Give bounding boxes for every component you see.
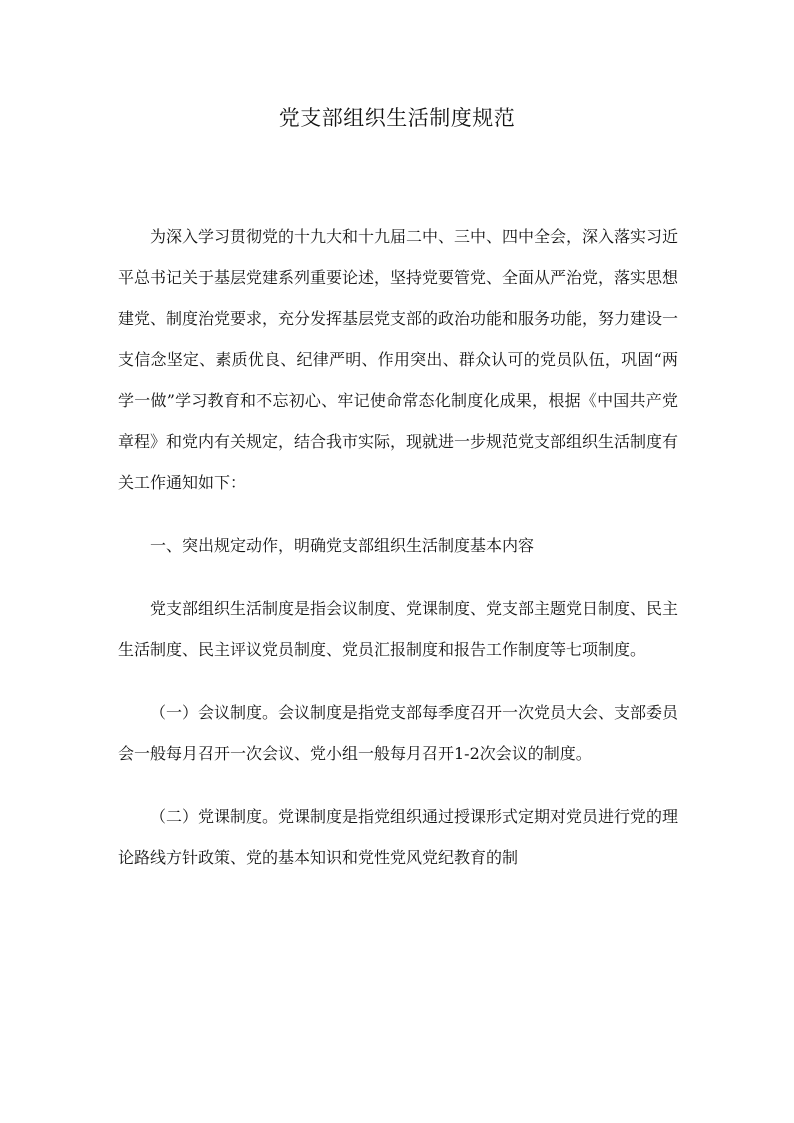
paragraph-overview: 党支部组织生活制度是指会议制度、党课制度、党支部主题党日制度、民主生活制度、民主评议党员制度、党员汇报制度和报告工作制度等七项制度。	[118, 599, 679, 659]
intro-paragraph: 为深入学习贯彻党的十九大和十九届二中、三中、四中全会，深入落实习近平总书记关于基层党建系列重要论述，坚持党要管党、全面从严治党，落实思想建党、制度治党要求，充分发挥基层党支部的政治功能和服务功能，努力建设一支信念坚定、素质优良、纪律严明、作用突出、群众认可的党员队伍，巩固“两学一做”学习教育和不忘初心、牢记使命常态化制度化成果，根据《中国共产党章程》和党内有关规定，结合我市实际，现就进一步规范党支部组织生活制度有关工作通知如下：	[118, 227, 679, 492]
document-body	[118, 216, 678, 878]
paragraph-party-lecture-system: （二）党课制度。党课制度是指党组织通过授课形式定期对党员进行党的理论路线方针政策、党的基本知识和党性党风党纪教育的制	[118, 807, 679, 867]
section-heading-1: 一、突出规定动作，明确党支部组织生活制度基本内容	[150, 536, 535, 555]
document-title: 党支部组织生活制度规范	[278, 106, 516, 130]
paragraph-meeting-system: （一）会议制度。会议制度是指党支部每季度召开一次党员大会、支部委员会一般每月召开一次会议、党小组一般每月召开1-2次会议的制度。	[118, 703, 679, 763]
